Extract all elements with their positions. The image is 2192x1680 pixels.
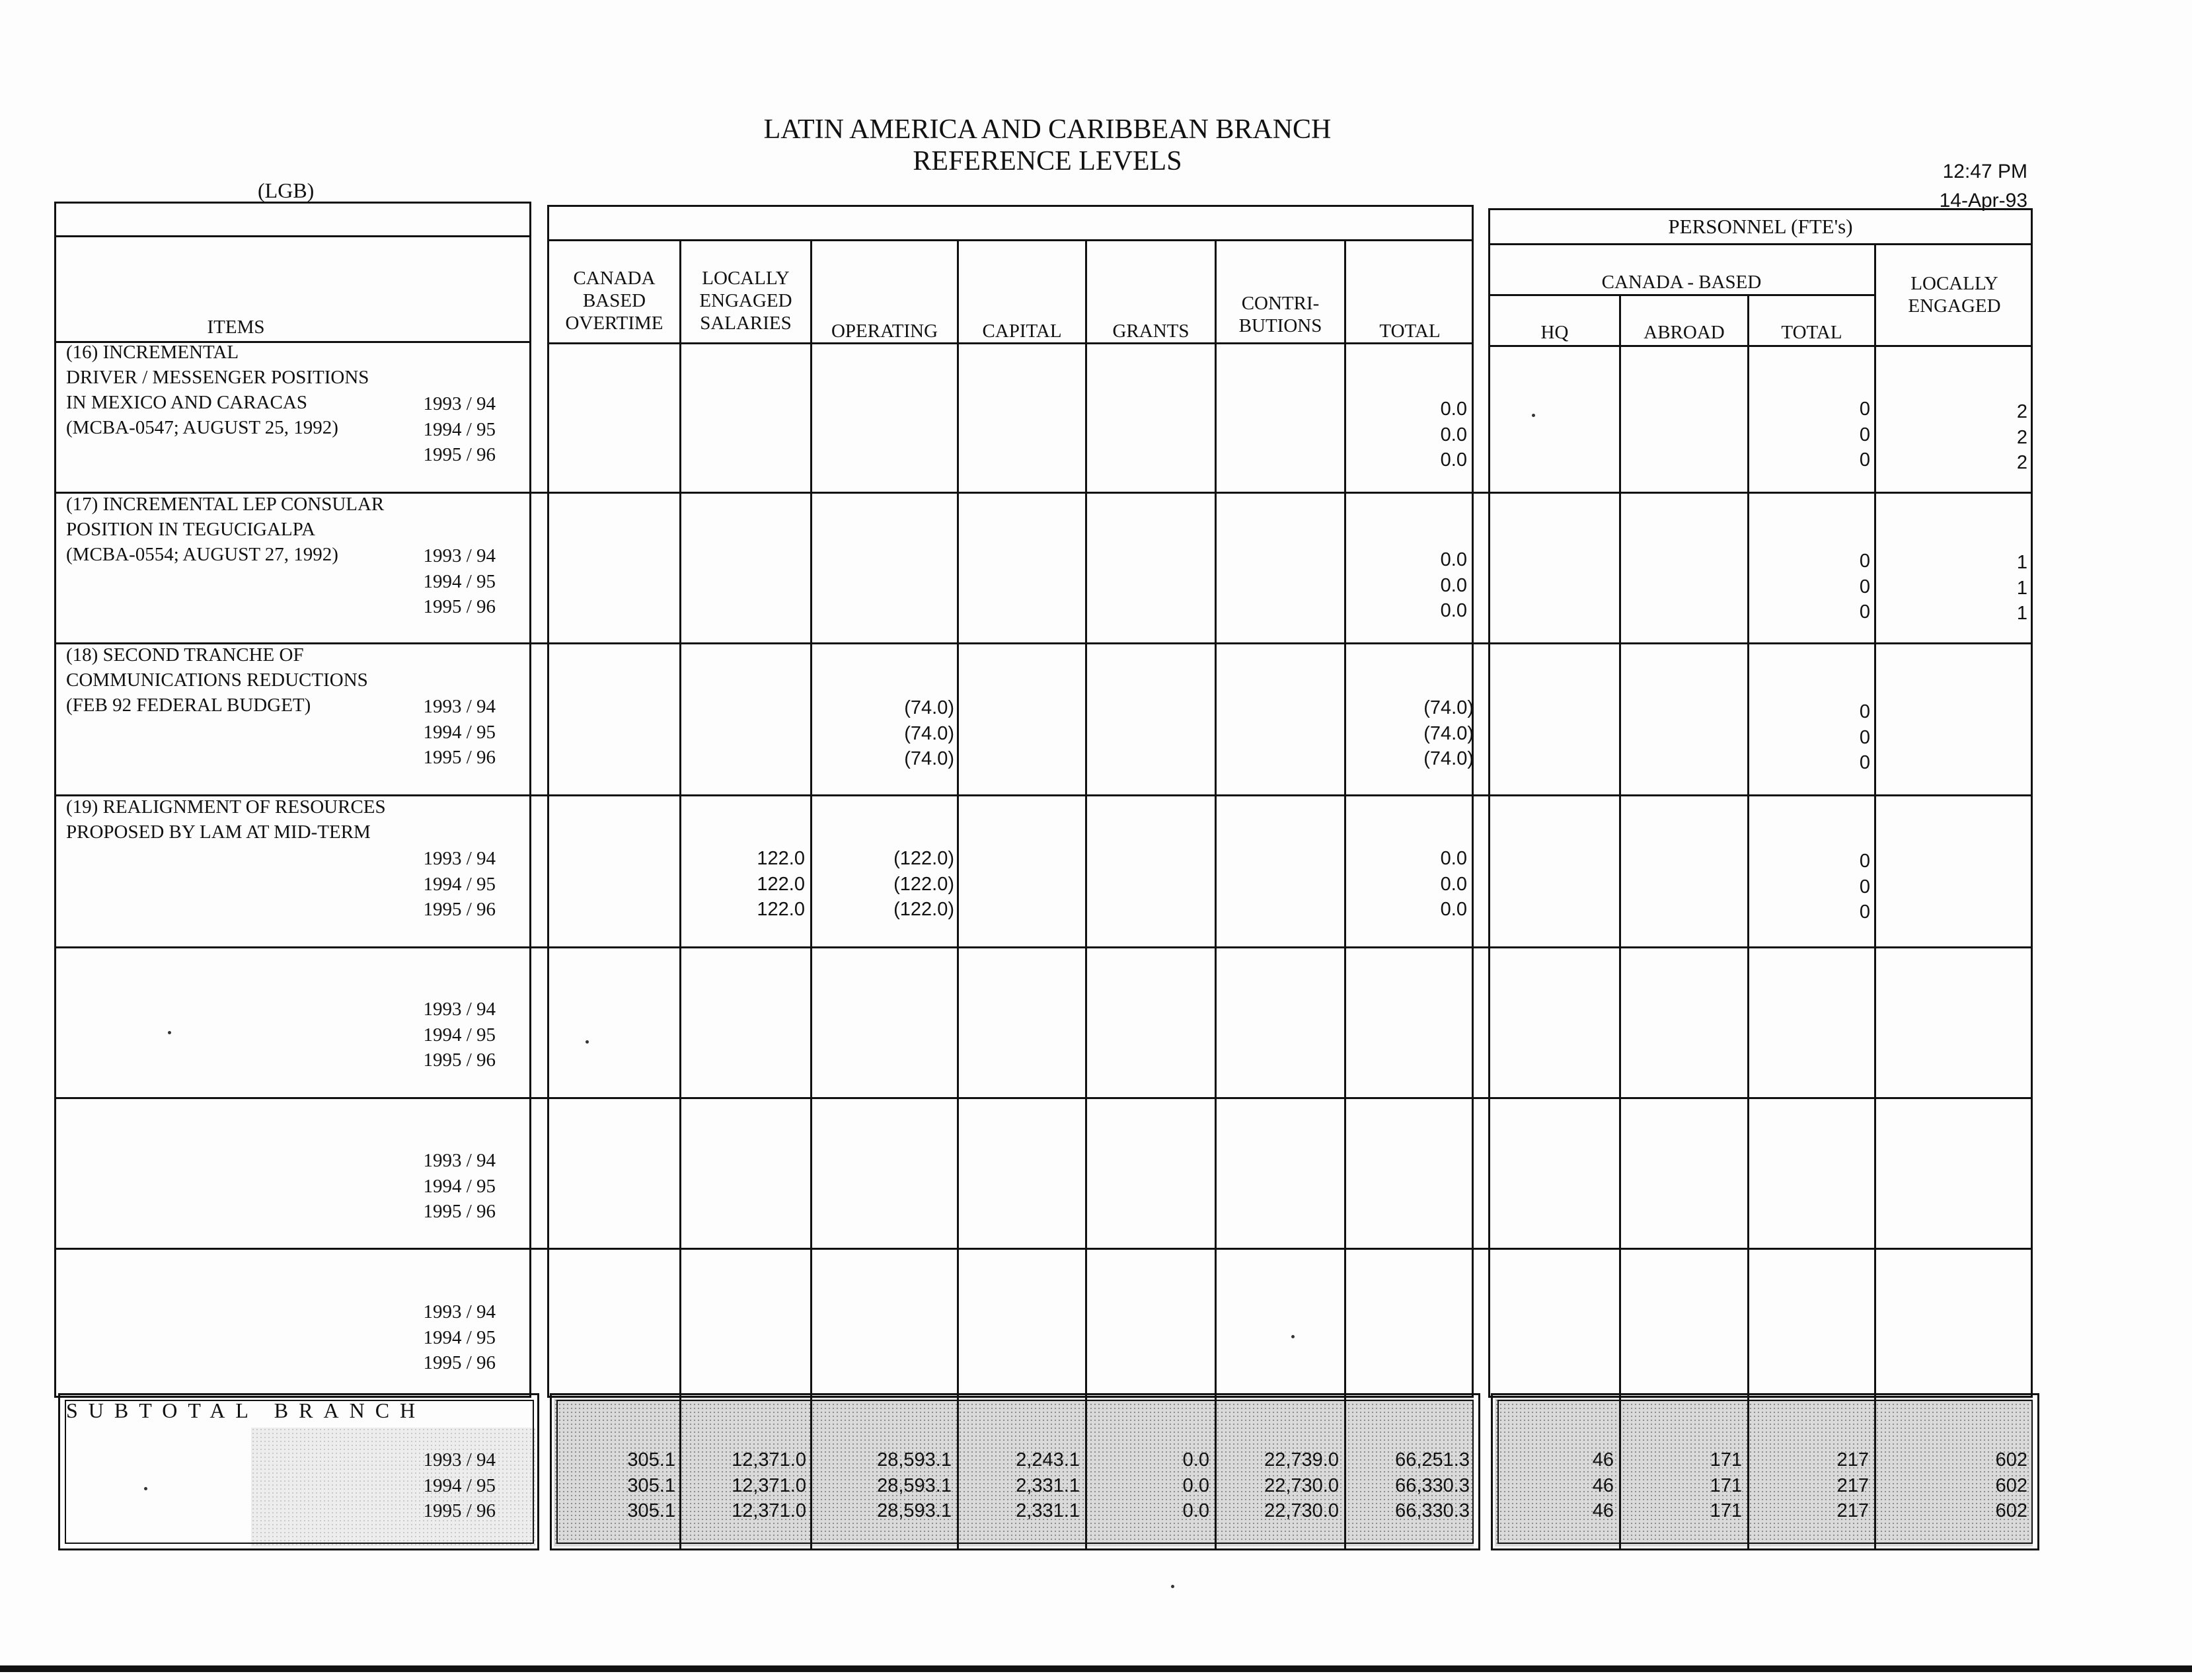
col-rule-grants [1215, 239, 1217, 1550]
item-17-description: (17) INCREMENTAL LEP CONSULAR POSITION IN TEGUCIGALPA (MCBA-0554; AUGUST 27, 1992) [66, 494, 385, 565]
item-16-fte-locally: 2 2 2 [2016, 401, 2027, 473]
scan-speck [586, 1040, 589, 1044]
item-17-fte-locally: 1 1 1 [2016, 552, 2027, 624]
financial-header-rule [547, 239, 1474, 241]
branch-code: (LGB) [258, 178, 315, 202]
years-block-5: 1993 / 94 1994 / 95 1995 / 96 [423, 999, 496, 1071]
header-abroad: ABROAD [1644, 322, 1725, 343]
report-date: 14-Apr-93 [1939, 190, 2027, 211]
row-separator-4 [54, 946, 2033, 948]
col-rule-overtime [679, 239, 681, 1550]
header-operating: OPERATING [831, 321, 938, 342]
item-19-fte-total: 0 0 0 [1859, 851, 1870, 923]
scan-speck [168, 1031, 171, 1034]
col-rule-operating [957, 239, 959, 1550]
years-block-2: 1993 / 94 1994 / 95 1995 / 96 [423, 545, 496, 617]
item-19-total: 0.0 0.0 0.0 [1440, 848, 1467, 920]
subtotal-total: 66,251.3 66,330.3 66,330.3 [1395, 1449, 1470, 1521]
item-16-description: (16) INCREMENTAL DRIVER / MESSENGER POSITIONS IN MEXICO AND CARACAS (MCBA-0547; AUGUST 25, 1992) [66, 342, 369, 438]
subtotal-grants: 0.0 0.0 0.0 [1182, 1449, 1209, 1521]
col-rule-abroad [1747, 294, 1749, 1550]
item-18-operating: (74.0) (74.0) (74.0) [904, 697, 954, 769]
header-personnel: PERSONNEL (FTE's) [1668, 215, 1853, 238]
items-header-rule [54, 235, 531, 237]
subtotal-years: 1993 / 94 1994 / 95 1995 / 96 [423, 1449, 496, 1521]
canada-based-rule [1488, 294, 1875, 296]
report-time: 12:47 PM [1942, 161, 2027, 182]
row-separator-6 [54, 1248, 2033, 1250]
header-total: TOTAL [1379, 321, 1441, 342]
title-line-1: LATIN AMERICA AND CARIBBEAN BRANCH [763, 114, 1332, 145]
financial-col-header-bottom [547, 342, 1474, 344]
years-block-1: 1993 / 94 1994 / 95 1995 / 96 [423, 393, 496, 465]
subtotal-label: SUBTOTAL BRANCH [66, 1398, 426, 1422]
header-personnel-total: TOTAL [1781, 322, 1842, 343]
page-bottom-rule [0, 1665, 2192, 1672]
personnel-col-header-bottom [1488, 345, 2033, 347]
subtotal-overtime: 305.1 305.1 305.1 [627, 1449, 675, 1521]
item-19-description: (19) REALIGNMENT OF RESOURCES PROPOSED BY LAM AT MID-TERM [66, 796, 386, 843]
years-block-6: 1993 / 94 1994 / 95 1995 / 96 [423, 1150, 496, 1222]
col-rule-contributions [1344, 239, 1346, 1550]
header-contributions: CONTRI- BUTIONS [1238, 293, 1322, 336]
scan-speck [144, 1487, 147, 1490]
years-block-4: 1993 / 94 1994 / 95 1995 / 96 [423, 848, 496, 920]
subtotal-capital: 2,243.1 2,331.1 2,331.1 [1016, 1449, 1080, 1521]
subtotal-abroad: 171 171 171 [1710, 1449, 1742, 1521]
row-separator-5 [54, 1097, 2033, 1099]
header-canada-based: CANADA - BASED [1601, 272, 1762, 293]
header-locally-engaged-salaries: LOCALLY ENGAGED SALARIES [699, 268, 792, 334]
item-17-fte-total: 0 0 0 [1859, 551, 1870, 623]
header-hq: HQ [1540, 322, 1569, 343]
subtotal-operating: 28,593.1 28,593.1 28,593.1 [877, 1449, 952, 1521]
item-16-total: 0.0 0.0 0.0 [1440, 399, 1467, 471]
col-rule-hq [1619, 294, 1621, 1550]
title-line-2: REFERENCE LEVELS [913, 146, 1182, 176]
col-rule-personnel-total [1874, 243, 1876, 1550]
scan-speck [1291, 1335, 1295, 1338]
subtotal-hq: 46 46 46 [1592, 1449, 1614, 1521]
header-canada-based-overtime: CANADA BASED OVERTIME [565, 268, 663, 334]
personnel-header-rule [1488, 243, 2033, 245]
item-18-fte-total: 0 0 0 [1859, 701, 1870, 773]
col-rule-capital [1085, 239, 1087, 1550]
subtotal-locally-engaged: 602 602 602 [1995, 1449, 2027, 1521]
header-capital: CAPITAL [982, 321, 1062, 342]
col-rule-les [810, 239, 812, 1550]
item-18-total: (74.0) (74.0) (74.0) [1423, 697, 1474, 769]
personnel-panel [1488, 208, 2033, 1398]
item-18-description: (18) SECOND TRANCHE OF COMMUNICATIONS REDUCTIONS (FEB 92 FEDERAL BUDGET) [66, 644, 368, 716]
subtotal-contributions: 22,739.0 22,730.0 22,730.0 [1264, 1449, 1339, 1521]
report-title [0, 114, 2095, 177]
header-grants: GRANTS [1112, 321, 1190, 342]
scan-speck [1171, 1585, 1174, 1588]
item-17-total: 0.0 0.0 0.0 [1440, 549, 1467, 621]
header-locally-engaged: LOCALLY ENGAGED [1908, 273, 2001, 317]
item-19-les: 122.0 122.0 122.0 [757, 848, 805, 920]
financial-panel [547, 205, 1474, 1398]
subtotal-fte-total: 217 217 217 [1836, 1449, 1869, 1521]
item-16-fte-total: 0 0 0 [1859, 399, 1870, 471]
subtotal-les: 12,371.0 12,371.0 12,371.0 [732, 1449, 806, 1521]
timestamp [1916, 157, 2027, 215]
header-items: ITEMS [207, 317, 265, 338]
scan-speck [1532, 414, 1535, 417]
years-block-7: 1993 / 94 1994 / 95 1995 / 96 [423, 1301, 496, 1373]
years-block-3: 1993 / 94 1994 / 95 1995 / 96 [423, 696, 496, 768]
item-19-operating: (122.0) (122.0) (122.0) [893, 848, 954, 920]
